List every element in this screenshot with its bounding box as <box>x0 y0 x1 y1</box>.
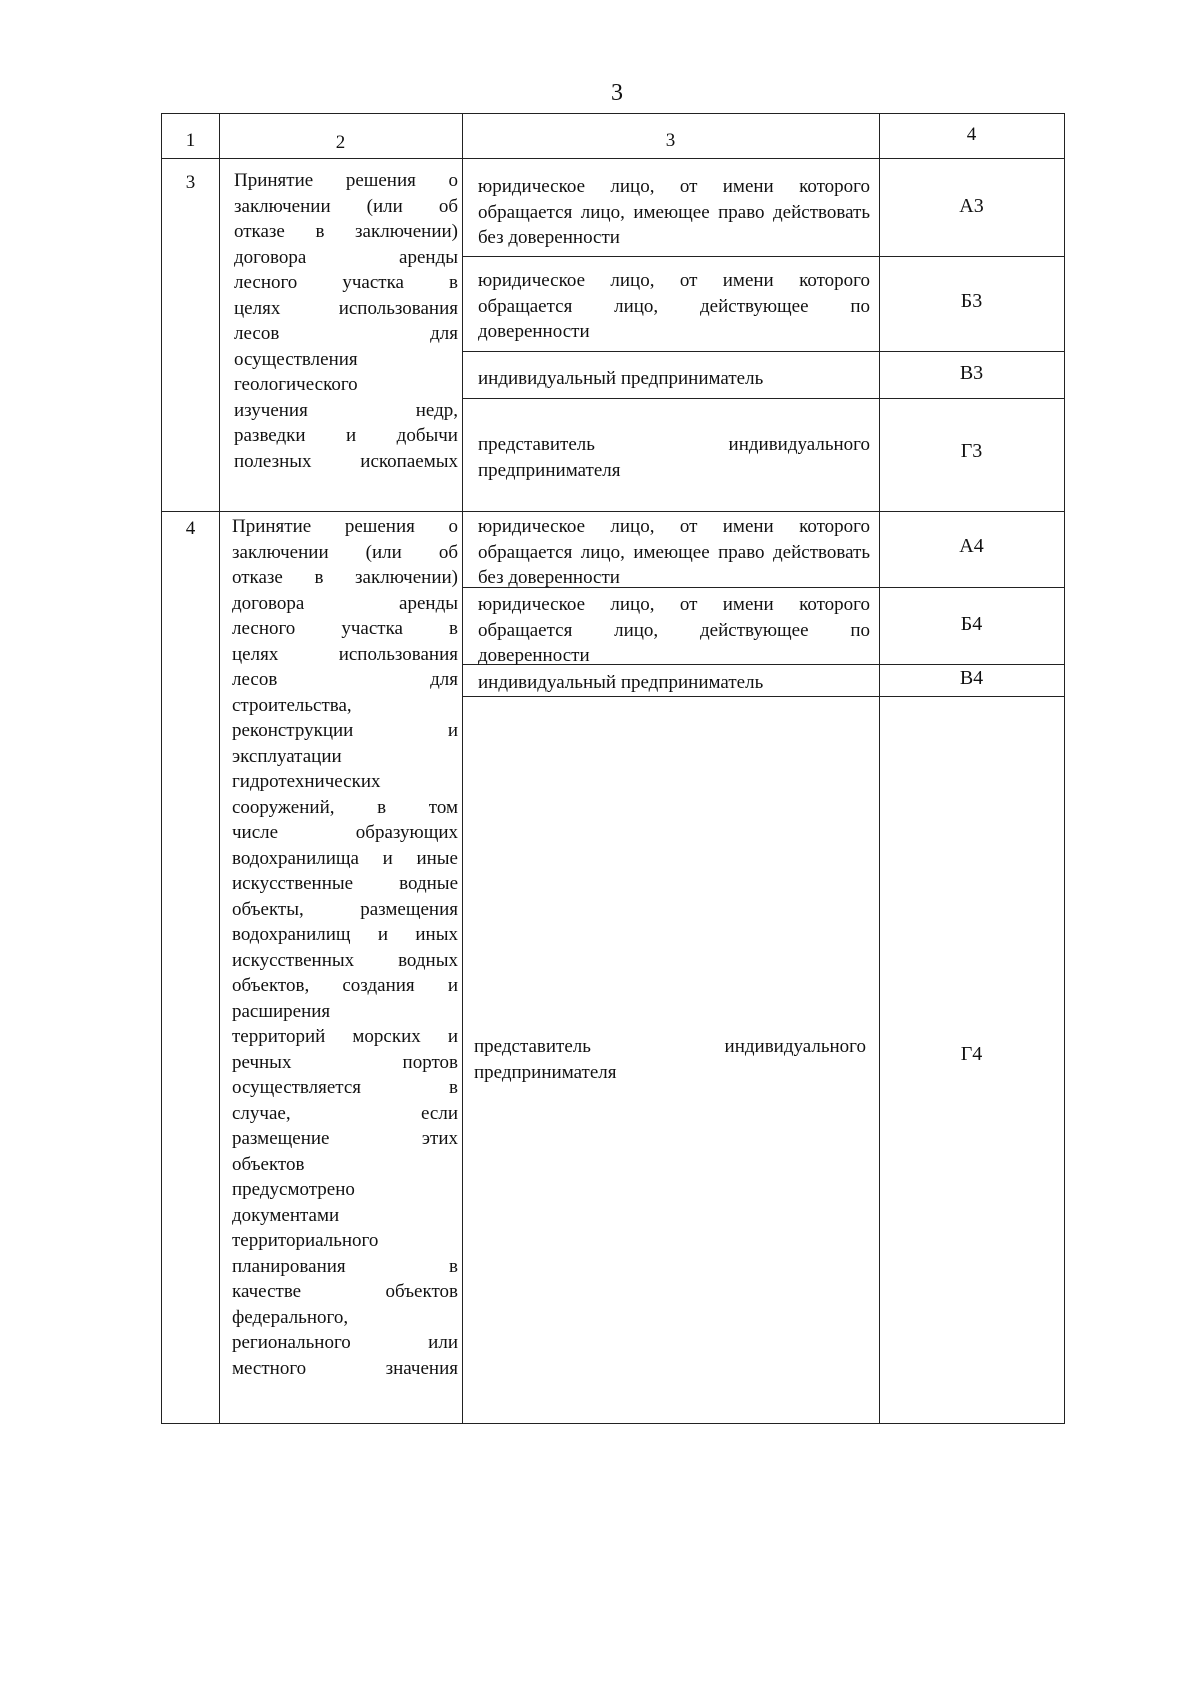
description-line: договора аренды <box>234 246 458 268</box>
description-line: объектов <box>232 1153 305 1175</box>
description-line: федерального, <box>232 1306 349 1328</box>
row3-applicant-d: представитель индивидуального предпринимателя <box>478 434 870 481</box>
description-line: осуществления <box>234 348 358 370</box>
row3-description <box>234 168 458 474</box>
description-line: территорий морских и <box>232 1026 458 1047</box>
row3-code-b: Б3 <box>960 290 983 312</box>
description-line: объекты, размещения <box>232 898 458 920</box>
applicant-categories-table <box>161 113 1065 1424</box>
row4-applicant-d: представитель индивидуального предпринимателя <box>474 1036 866 1083</box>
description-line: качестве объектов <box>232 1281 458 1302</box>
header-col-3: 3 <box>665 130 676 151</box>
description-line: документами <box>232 1204 340 1226</box>
description-line: расширения <box>232 1000 331 1022</box>
description-line: искусственных водных <box>232 949 458 971</box>
description-line: геологического <box>234 374 358 395</box>
description-line: заключении (или об <box>232 541 458 563</box>
row3-sub-border-1 <box>462 256 1064 257</box>
description-line: объектов, создания и <box>232 975 458 996</box>
column-divider-1 <box>219 114 220 1423</box>
description-line: разведки и добычи <box>234 425 458 446</box>
row-separator <box>162 511 1064 512</box>
description-line: лесов для <box>232 669 458 690</box>
description-line: лесного участка в <box>232 618 458 639</box>
row3-applicant-c: индивидуальный предприниматель <box>478 368 764 389</box>
row4-code-c: В4 <box>959 667 984 689</box>
row3-code-c: В3 <box>959 362 984 384</box>
row3-sub-border-2 <box>462 351 1064 352</box>
row4-sub-border-3 <box>462 696 1064 697</box>
header-col-2: 2 <box>335 132 346 153</box>
row4-applicant-a: юридическое лицо, от имени которого обращается лицо, имеющее право действовать без доверенности <box>478 516 870 588</box>
description-line: эксплуатации <box>232 745 342 767</box>
row4-code-d: Г4 <box>960 1043 983 1065</box>
row4-applicant-c: индивидуальный предприниматель <box>478 672 764 693</box>
description-line: случае, если <box>232 1102 458 1124</box>
description-line: местного значения <box>232 1357 458 1379</box>
description-line: лесов для <box>234 323 458 344</box>
description-line: территориального <box>232 1230 379 1251</box>
row4-code-a: А4 <box>959 535 984 557</box>
description-line: заключении (или об <box>234 195 458 217</box>
header-col-4: 4 <box>966 124 977 145</box>
row4-number: 4 <box>185 518 196 539</box>
page-number: 3 <box>611 80 623 106</box>
description-line: сооружений, в том <box>232 796 458 818</box>
description-line: планирования в <box>232 1255 458 1277</box>
description-line: осуществляется в <box>232 1077 458 1098</box>
description-line: лесного участка в <box>234 272 458 293</box>
header-bottom-border <box>162 158 1064 159</box>
description-line: речных портов <box>232 1051 458 1073</box>
column-divider-2 <box>462 114 463 1423</box>
row4-code-b: Б4 <box>960 613 983 635</box>
row4-applicant-b: юридическое лицо, от имени которого обращается лицо, действующее по доверенности <box>478 594 870 666</box>
description-line: искусственные водные <box>232 873 458 894</box>
description-line: регионального или <box>232 1332 458 1353</box>
row4-description <box>232 514 458 1381</box>
description-line: строительства, <box>232 694 352 716</box>
description-line: отказе в заключении) <box>234 221 458 242</box>
description-line: размещение этих <box>232 1128 458 1149</box>
description-line: отказе в заключении) <box>232 567 458 588</box>
description-line: Принятие решения о <box>232 516 458 537</box>
description-line: Принятие решения о <box>234 170 458 191</box>
row3-sub-border-3 <box>462 398 1064 399</box>
description-line: водохранилища и иные <box>232 847 458 869</box>
row3-code-d: Г3 <box>960 440 983 462</box>
description-line: числе образующих <box>232 822 458 843</box>
header-col-1: 1 <box>185 130 196 151</box>
row3-applicant-b: юридическое лицо, от имени которого обращается лицо, действующее по доверенности <box>478 270 870 342</box>
description-line: водохранилищ и иных <box>232 924 458 945</box>
description-line: гидротехнических <box>232 771 381 792</box>
description-line: целях использования <box>232 643 458 665</box>
description-line: предусмотрено <box>232 1179 355 1200</box>
description-line: договора аренды <box>232 592 458 614</box>
description-line: полезных ископаемых <box>234 450 458 472</box>
description-line: целях использования <box>234 297 458 319</box>
row3-number: 3 <box>185 172 196 193</box>
row3-applicant-a: юридическое лицо, от имени которого обращается лицо, имеющее право действовать без доверенности <box>478 176 870 248</box>
description-line: изучения недр, <box>234 399 458 421</box>
description-line: реконструкции и <box>232 720 458 741</box>
row3-code-a: А3 <box>959 195 984 217</box>
